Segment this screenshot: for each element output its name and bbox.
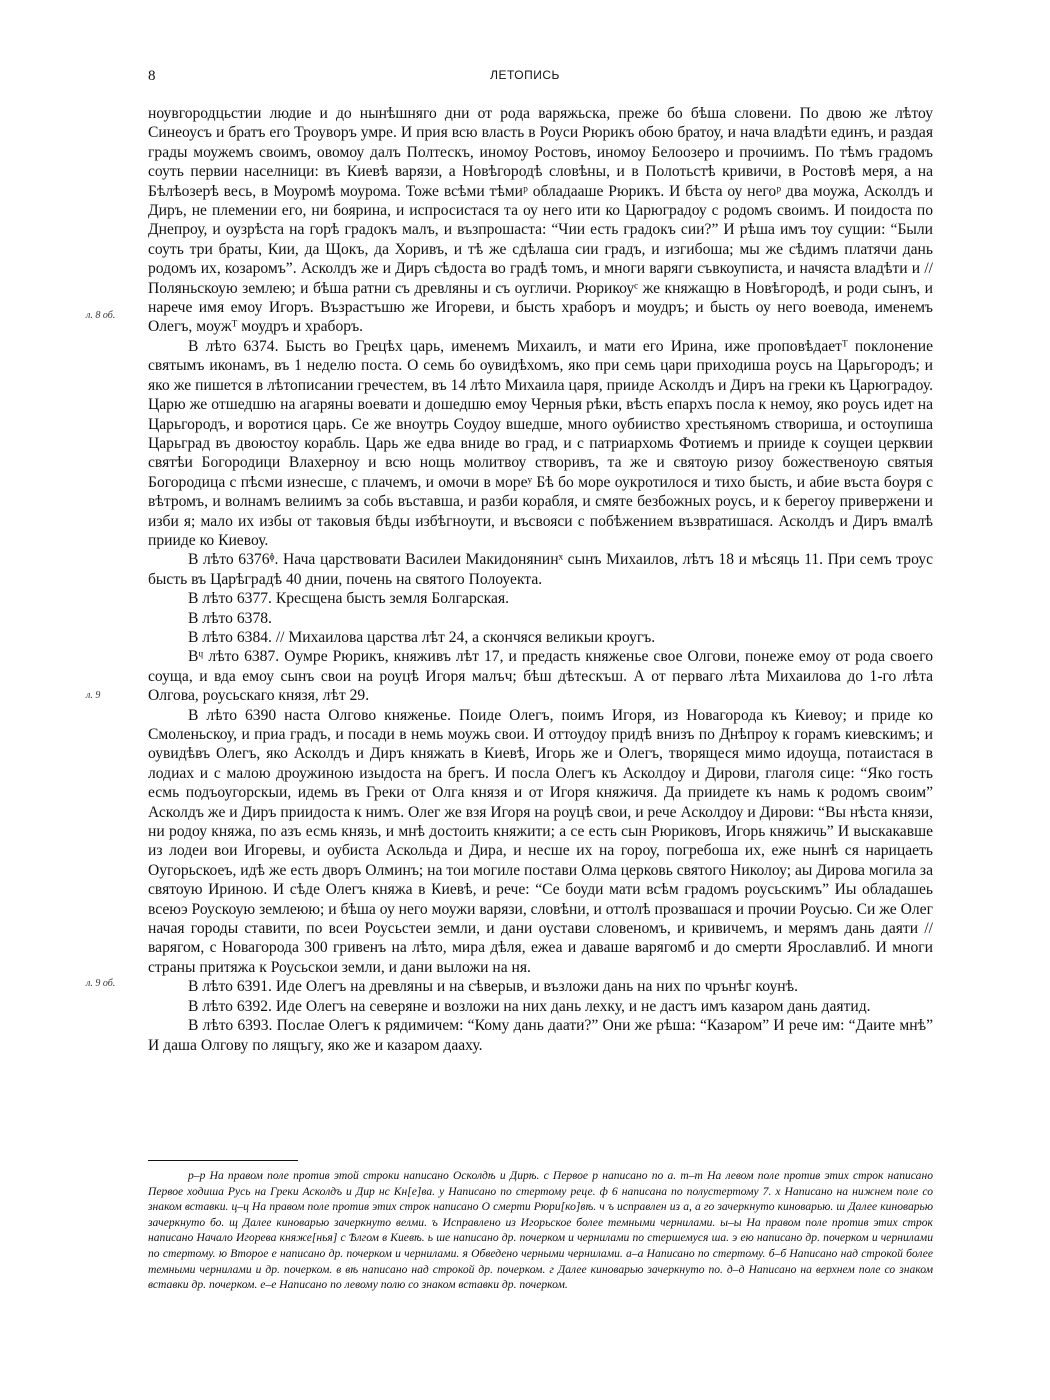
paragraph: В лѣто 6391. Иде Олегъ на древляны и на сѣверыв, и възложи дань на них по чрънѣг коунѣ. <box>188 978 798 996</box>
margin-note-folio-9v: л. 9 об. <box>86 978 116 989</box>
footnotes <box>148 1168 933 1293</box>
paragraph: В лѣто 6378. <box>188 609 272 627</box>
paragraph: ноувгородцьстии людие и до нынѣшняго дни от рода варяжьска, преже бо бѣша словени. По двою же лѣтоу Синеоусъ и братъ его Троуворъ умре. И прия всю власть в Роуси Рюрикъ обою братоу, и нача владѣти единъ, и раздая грады моужемъ своимъ, овомоу далъ Полтескъ, иномоу Ростовъ, иномоу Белоозеро и прочиимъ. По тѣмъ градомъ соуть первии населници: въ Киевѣ варязи, а Новѣгородѣ словѣны, и в Полотьстѣ кривичи, в Ростовѣ меря, а на Бѣлѣозерѣ весь, в Моуромѣ моурома. Тоже всѣми тѣмиᵖ обладааше Рюрикъ. И бѣста оу негоᵖ два моужа, Асколдъ и Диръ, не племении его, ни боярина, и испросистася та оу него ити ко Царюградоу с родомъ своимъ. И поидоста по Днепроу, и оузрѣста на горѣ градокъ малъ, и възпрошаста: “Чии есть градокъ сии?” И рѣша имъ тоу сущии: “Были соуть три браты, Кии, да Щокъ, да Хоривъ, и тѣ же сдѣлаша сии градъ, и изгибоша; мы же сѣдимъ платячи дань родомъ их, козаромъ”. Асколдъ же и Диръ сѣдоста во градѣ томъ, и многи варяги съвкоуписта, и начяста владѣти и // Поляньскоую землею; и бѣша ратни съ древляны и съ оугличи. Рюрикоуᶜ же княжащю в Новѣгородѣ, и роди сынъ, и нарече имя емоу Игоръ. Възрастъшю же Игореви, и бысть храборъ и моудръ; и бысть оу него воевода, именемъ Олегъ, моужᵀ моудръ и храборъ. <box>148 105 933 336</box>
margin-note-folio-9: л. 9 <box>86 690 101 701</box>
page-number: 8 <box>148 68 156 84</box>
paragraph: В лѣто 6377. Кресщена бысть земля Болгарская. <box>188 590 510 608</box>
paragraph: В лѣто 6374. Бысть во Грецѣх царь, именемъ Михаилъ, и мати его Ирина, иже проповѣдаетᵀ поклонение святымъ иконамъ, въ 1 неделю поста. О семь бо оувидѣхомъ, яко при семь цари приходиша роусь на Царьгородъ; и яко же пишется в лѣтописании гречестем, въ 14 лѣто Михаила царя, прииде Асколдъ и Диръ на греки къ Царюградоу. Царю же отшедшю на агаряны воевати и дошедшю емоу Черныя рѣки, вѣсть епархъ посла к немоу, яко роусь идет на Царьгородъ, и воротися царь. Се же вноутрь Соудоу вшедше, много оубииство хрестьяномъ створиша, и остоупиша Царьград въ двоюстоу корабль. Царь же едва вниде во град, и с патриархомь Фотиемъ и прииде к соущеи церквии святѣи Богородици Влахерноу и всю нощь молитвоу створивъ, та же и святоую ризоу божественоую святыя Богородица с пѣсми изнесше, с плачемъ, и омочи в мореʸ Бѣ бо море оукротилося и тихо бысть, и абие въста боуря с вѣтромъ, и волнамъ велиимъ за собь въставша, и разби корабля, и смяте безбожных роусь, и к берегоу привержени и изби я; мало их избы от таковыя бѣды избѣгноути, и въсвояси с побѣжением възвратишася. Асколдъ и Диръ вмалѣ прииде ко Киевоу. <box>148 337 933 549</box>
paragraph: В лѣто 6384. // Михаилова царства лѣт 24, а скончяся великыи кроугъ. <box>188 628 656 646</box>
paragraph: В лѣто 6376ᶲ. Нача царствовати Василеи Макидонянинˣ сынъ Михаилов, лѣтъ 18 и мѣсяць 11. При семъ троус бысть въ Царѣградѣ 40 днии, почень на святого Полоуекта. <box>148 551 933 588</box>
chronicle-text <box>148 104 933 1055</box>
paragraph: В лѣто 6390 наста Олгово княженье. Поиде Олегъ, поимъ Игоря, из Новагорода къ Киевоу; и приде ко Смоленьскоу, и приа градъ, и посади в немь моужь свои. И оттоудоу придѣ внизъ по Днѣпроу к горамъ киевскимъ; и оувидѣвъ Олегъ, яко Асколдъ и Диръ княжать в Киевѣ, Игорь же и Олегъ, творящеся мимо идоуща, потаистася в лодиах и с малою дроужиною изыдоста на брегъ. И посла Олегъ къ Асколдоу и Дирови, глаголя сице: “Яко гость есмь подъоугорскыи, идемь въ Греки от Олга князя и от Игоря княжичя. Да приидете къ намь к родомъ своим” Асколдъ же и Диръ приидоста к нимъ. Олег же взя Игоря на роуцѣ свои, и рече Асколдоу и Дирови: “Вы нѣста князи, ни родоу княжа, по азъ есмь князь, и мнѣ достоить княжити; а се есть сын Рюриковъ, Игорь княжичь” И выскакавше из лодеи вои Игоревы, и оубиста Аскольда и Дира, и несше их на гороу, погребоша их, еже нынѣ ся нарицаеть Оугорьскоеъ, идѣ же есть дворъ Олминъ; на тои могиле постави Олма церковь святого Николоу; аы Дирова могила за святоую Ириною. И сѣде Олегъ княжа в Киевѣ, и рече: “Се боуди мати всѣм градомъ роусьскимъ” Иы обладашеь всеюэ Роускоую землеюю; и бѣша оу него моужи варязи, словѣни, и оттолѣ прозвашася и прочии Роусью. Си же Олег начая городы ставити, по всеи Роусьстеи земли, и дани оустави словеномъ, и кривичемъ, и мерямъ дань даяти // варягом, с Новагорода 300 гривенъ на лѣто, мира дѣля, ежеа и даваше варягомб и до смерти Ярославлиб. И многи страны притяжа к Роусьскои земли, и дани выложи на ня. <box>148 706 933 976</box>
paragraph: В лѣто 6393. Послае Олегъ к рядимичем: “Кому дань даати?” Они же рѣша: “Казаром” И рече им: “Даите мнѣ” И даша Олгову по лящъгу, яко же и казаром дааху. <box>148 1017 933 1054</box>
paragraph: Вᶣ лѣто 6387. Оумре Рюрикъ, княживъ лѣт 17, и предасть княженье свое Олгови, понеже емоу от рода своего соуща, и вда емоу сынъ свои на роуцѣ Игоря малъч; бѣш дѣтескъш. А от перваго лѣта Михаилова до 1-го лѣта Олгова, роусьскаго князя, лѣт 29. <box>148 648 933 705</box>
running-head: ЛЕТОПИСЬ <box>490 68 560 82</box>
paragraph: В лѣто 6392. Иде Олегъ на северяне и возложи на них дань лехку, и не дастъ имъ казаром дань даятид. <box>188 997 871 1015</box>
footnote-apparatus: р–р На правом поле против этой строки написано Осколдѣ и Дирѣ. с Первое р написано по а. т–т На левом поле против этих строк написано Первое ходиша Русь на Греки Асколдъ и Дир нс Кн[е]ва. у Написано по стертому реце. ф 6 написана по полустертому 7. х Написано на нижнем поле со знаком вставки. ц–ц На правом поле против этих строк написано О смерти Рюри[ко]вѣ. ч ъ исправлен из а, а го зачеркнуто киноварью. ш Далее киноварью зачеркнуто бо. щ Далее киноварью зачеркнуто велми. ъ Исправлено из Игорьское более темными чернилами. ы–ы На правом поле против этих строк написано Начало Игорева княже[нья] с Ѣлгом в Киевѣ. ь ше написано др. почерком и чернилами по стершемуся ша. э ею написано др. почерком и чернилами по стертому. ю Второе е написано др. почерком и чернилами. я Обведено черными чернилами. а–а Написано по стертому. б–б Написано над строкой более темными чернилами и др. почерком. в вѣ написано над строкой др. почерком. г Далее киноварью зачеркнуто по. д–д Написано на верхнем поле со знаком вставки др. почерком. е–е Написано по левому полю со знаком вставки др. почерком. <box>148 1169 933 1292</box>
footnote-divider <box>148 1160 298 1161</box>
margin-note-folio-8v: л. 8 об. <box>86 310 116 321</box>
